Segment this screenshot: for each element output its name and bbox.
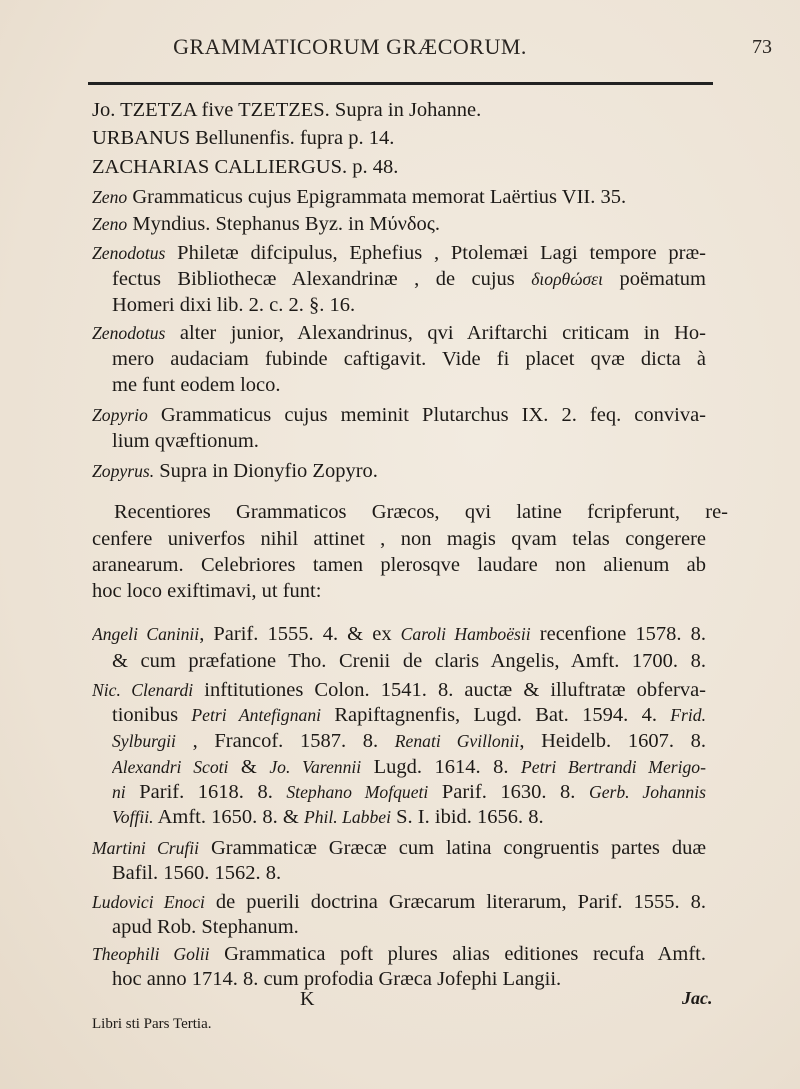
italic-name: Zenodotus xyxy=(92,323,166,343)
text-line xyxy=(92,678,706,702)
text-line xyxy=(92,212,706,236)
italic-name: Stephano Mofqueti xyxy=(286,782,429,802)
text-line xyxy=(92,942,706,966)
text-run: Supra in Dionyfio Zopyro. xyxy=(154,460,378,482)
text-run: lium qvæftionum. xyxy=(112,430,259,452)
italic-name: Angeli Caninii xyxy=(92,624,200,644)
italic-name: Petri Antefignani xyxy=(191,705,322,725)
italic-name: ni xyxy=(112,782,126,802)
text-line xyxy=(92,622,706,646)
italic-name: διορθώσει xyxy=(531,269,603,289)
text-line xyxy=(92,890,706,914)
italic-name: Ludovici Enoci xyxy=(92,892,205,912)
italic-name: Zopyrio xyxy=(92,405,148,425)
italic-name: Renati Gvillonii xyxy=(394,731,520,751)
text-run: de puerili doctrina Græcarum literarum, Parif. 1555. 8. xyxy=(204,891,706,913)
text-line xyxy=(112,293,706,317)
text-line xyxy=(92,553,706,577)
text-run: cenfere univerfos nihil attinet , non magis qvam telas congerere xyxy=(92,528,706,550)
text-line xyxy=(92,185,706,209)
running-title: GRAMMATICORUM GRÆCORUM. xyxy=(173,34,527,59)
text-line xyxy=(112,755,706,779)
text-line xyxy=(114,500,728,524)
text-line xyxy=(112,649,706,673)
italic-name: Jo. Varennii xyxy=(269,757,362,777)
text-run: alter junior, Alexandrinus, qvi Ariftarchi criticam in Ho- xyxy=(165,322,706,344)
text-run: inftitutiones Colon. 1541. 8. auctæ & illuftratæ obferva- xyxy=(193,679,706,701)
italic-name: Petri Bertrandi Merigo- xyxy=(521,757,706,777)
text-line xyxy=(112,347,706,371)
italic-name: Zenodotus xyxy=(92,243,166,263)
text-line xyxy=(112,915,706,939)
text-run: apud Rob. Stephanum. xyxy=(112,916,299,938)
page-number: 73 xyxy=(752,36,772,58)
text-line xyxy=(92,126,706,150)
signature-mark: K xyxy=(300,988,315,1010)
header-rule xyxy=(88,82,713,85)
sheet-note: Libri sti Pars Tertia. xyxy=(92,1016,212,1032)
italic-name: Zopyrus. xyxy=(92,461,155,481)
text-run: Bafil. 1560. 1562. 8. xyxy=(112,862,282,884)
text-run: , Heidelb. 1607. 8. xyxy=(519,730,706,752)
text-run: Homeri dixi lib. 2. c. 2. §. 16. xyxy=(112,294,356,316)
text-run: Grammatica poft plures alias editiones recufa Amft. xyxy=(209,943,706,965)
text-run: Rapiftagnenfis, Lugd. Bat. 1594. 4. xyxy=(321,704,671,726)
italic-name: Caroli Hamboësii xyxy=(400,624,531,644)
text-run: hoc anno 1714. 8. cum profodia Græca Jofephi Langii. xyxy=(112,968,562,990)
text-run: Lugd. 1614. 8. xyxy=(361,756,522,778)
text-run: Grammaticus cujus meminit Plutarchus IX. 2. feq. conviva- xyxy=(147,404,706,426)
text-line xyxy=(92,836,706,860)
italic-name: Theophili Golii xyxy=(92,944,210,964)
text-run: me funt eodem loco. xyxy=(112,374,281,396)
text-line xyxy=(112,267,706,291)
text-line xyxy=(112,373,706,397)
text-line xyxy=(92,459,706,483)
italic-name: Zeno xyxy=(92,187,128,207)
text-run: & cum præfatione Tho. Crenii de claris Angelis, Amft. 1700. 8. xyxy=(112,650,706,672)
text-line xyxy=(92,241,706,265)
text-run: tionibus xyxy=(112,704,192,726)
italic-name: Frid. xyxy=(670,705,706,725)
text-line xyxy=(112,703,706,727)
text-run: Recentiores Grammaticos Græcos, qvi latine fcripferunt, re- xyxy=(114,501,728,523)
text-run: hoc loco exiftimavi, ut funt: xyxy=(92,580,322,602)
italic-name: Phil. Labbei xyxy=(303,807,392,827)
text-run: Grammaticæ Græcæ cum latina congruentis partes duæ xyxy=(199,837,706,859)
text-line xyxy=(112,967,706,991)
italic-name: Voffii. xyxy=(112,807,154,827)
italic-name: Nic. Clenardi xyxy=(92,680,194,700)
italic-name: Martini Crufii xyxy=(92,838,200,858)
text-run: S. I. ibid. 1656. 8. xyxy=(391,806,544,828)
text-run: aranearum. Celebriores tamen plerosqve laudare non alienum ab xyxy=(92,554,706,576)
text-line xyxy=(112,429,706,453)
text-line xyxy=(112,729,706,753)
text-line xyxy=(112,805,706,829)
text-line xyxy=(92,527,706,551)
text-run: poëmatum xyxy=(603,268,706,290)
italic-name: Zeno xyxy=(92,214,128,234)
text-run: & xyxy=(228,756,270,778)
text-line xyxy=(92,155,706,179)
text-run: URBANUS Bellunenfis. fupra p. 14. xyxy=(92,127,395,149)
text-run: , Francof. 1587. 8. xyxy=(175,730,395,752)
text-run: Philetæ difcipulus, Ephefius , Ptolemæi Lagi tempore præ- xyxy=(165,242,706,264)
text-line xyxy=(112,780,706,804)
text-line xyxy=(92,98,706,122)
text-run: , Parif. 1555. 4. & ex xyxy=(199,623,401,645)
text-line xyxy=(92,403,706,427)
text-run: mero audaciam fubinde caftigavit. Vide fi placet qvæ dicta à xyxy=(112,348,706,370)
text-run: recenfione 1578. 8. xyxy=(530,623,706,645)
text-line xyxy=(112,861,706,885)
italic-name: Sylburgii xyxy=(112,731,176,751)
text-line xyxy=(92,321,706,345)
text-run: fectus Bibliothecæ Alexandrinæ , de cujus xyxy=(112,268,532,290)
catchword: Jac. xyxy=(682,988,713,1008)
text-run: Parif. 1618. 8. xyxy=(125,781,287,803)
text-run: Amft. 1650. 8. & xyxy=(153,806,304,828)
text-run: Grammaticus cujus Epigrammata memorat Laërtius VII. 35. xyxy=(127,186,627,208)
text-line xyxy=(92,579,706,603)
text-run: Parif. 1630. 8. xyxy=(428,781,589,803)
italic-name: Gerb. Johannis xyxy=(588,782,706,802)
text-run: Jo. TZETZA five TZETZES. Supra in Johanne. xyxy=(92,99,482,121)
text-run: Myndius. Stephanus Byz. in Μύνδος. xyxy=(127,213,441,235)
italic-name: Alexandri Scoti xyxy=(112,757,229,777)
text-run: ZACHARIAS CALLIERGUS. p. 48. xyxy=(92,156,399,178)
